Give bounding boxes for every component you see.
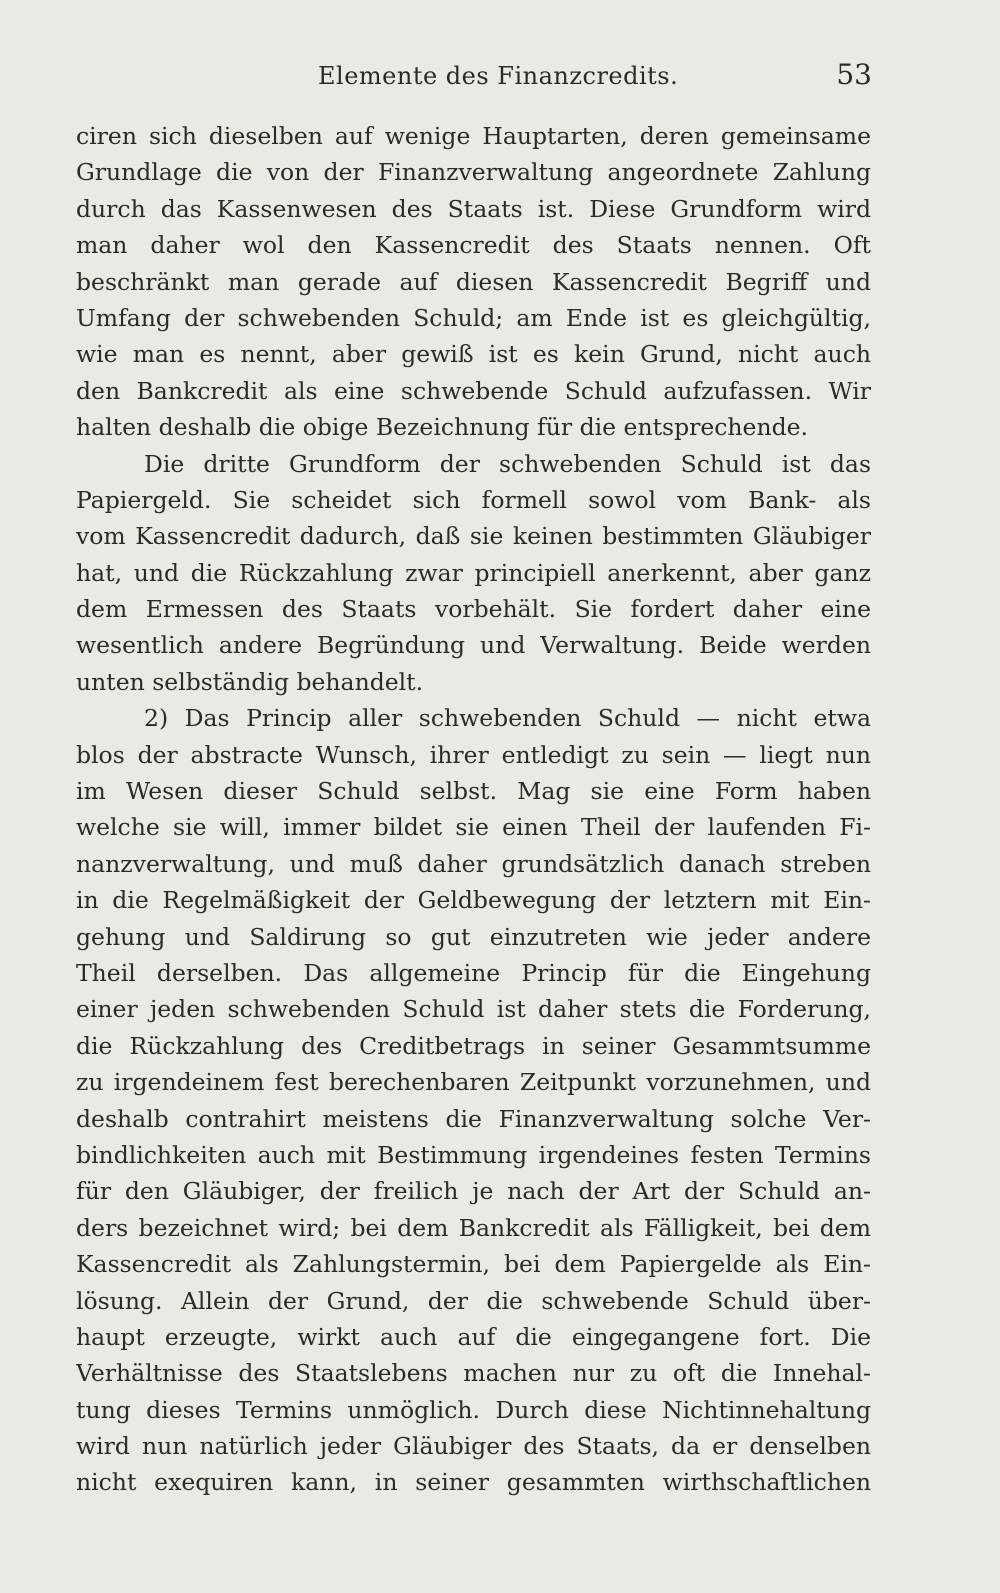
text-line: bindlichkeiten auch mit Bestimmung irgendeines festen Termins bbox=[76, 1140, 871, 1169]
text-line: man daher wol den Kassencredit des Staats nennen. Oft bbox=[76, 231, 871, 260]
text-line: Umfang der schwebenden Schuld; am Ende ist es gleichgültig, bbox=[76, 303, 871, 332]
text-line: unten selbständig behandelt. bbox=[76, 667, 424, 696]
running-head bbox=[0, 58, 1000, 98]
running-head-title: Elemente des Finanzcredits. bbox=[318, 62, 679, 90]
text-line: wesentlich andere Begründung und Verwaltung. Beide werden bbox=[76, 631, 871, 660]
text-line: dem Ermessen des Staats vorbehält. Sie fordert daher eine bbox=[76, 595, 871, 624]
text-line: im Wesen dieser Schuld selbst. Mag sie eine Form haben bbox=[76, 777, 871, 806]
text-line: beschränkt man gerade auf diesen Kassencredit Begriff und bbox=[76, 267, 871, 296]
body-text bbox=[76, 118, 871, 1501]
text-line: vom Kassencredit dadurch, daß sie keinen bestimmten Gläubiger bbox=[76, 522, 871, 551]
text-line: nanzverwaltung, und muß daher grundsätzlich danach streben bbox=[76, 849, 871, 878]
text-line: durch das Kassenwesen des Staats ist. Diese Grundform wird bbox=[76, 194, 871, 223]
text-line: halten deshalb die obige Bezeichnung für die entsprechende. bbox=[76, 413, 809, 442]
text-line: wie man es nennt, aber gewiß ist es kein Grund, nicht auch bbox=[76, 340, 871, 369]
text-line: tung dieses Termins unmöglich. Durch diese Nichtinnehaltung bbox=[76, 1395, 871, 1424]
text-line: für den Gläubiger, der freilich je nach der Art der Schuld an- bbox=[76, 1177, 871, 1206]
text-line: zu irgendeinem fest berechenbaren Zeitpunkt vorzunehmen, und bbox=[76, 1068, 871, 1097]
text-line: blos der abstracte Wunsch, ihrer entledigt zu sein — liegt nun bbox=[76, 740, 871, 769]
text-line: Theil derselben. Das allgemeine Princip für die Eingehung bbox=[76, 958, 871, 987]
text-line: nicht exequiren kann, in seiner gesammten wirthschaftlichen bbox=[76, 1468, 871, 1497]
text-line: haupt erzeugte, wirkt auch auf die eingegangene fort. Die bbox=[76, 1322, 871, 1351]
text-line: deshalb contrahirt meistens die Finanzverwaltung solche Ver- bbox=[76, 1104, 871, 1133]
text-line: Kassencredit als Zahlungstermin, bei dem Papiergelde als Ein- bbox=[76, 1250, 871, 1279]
text-line: Papiergeld. Sie scheidet sich formell sowol vom Bank- als bbox=[76, 485, 871, 514]
text-line: lösung. Allein der Grund, der die schwebende Schuld über- bbox=[76, 1286, 871, 1315]
text-line: 2) Das Princip aller schwebenden Schuld — nicht etwa bbox=[144, 704, 871, 733]
page-number: 53 bbox=[836, 58, 872, 91]
text-line: einer jeden schwebenden Schuld ist daher stets die Forderung, bbox=[76, 995, 871, 1024]
text-line: Verhältnisse des Staatslebens machen nur zu oft die Innehal- bbox=[76, 1359, 871, 1388]
text-line: Die dritte Grundform der schwebenden Schuld ist das bbox=[144, 449, 871, 478]
text-line: wird nun natürlich jeder Gläubiger des Staats, da er denselben bbox=[76, 1432, 871, 1461]
text-line: den Bankcredit als eine schwebende Schuld aufzufassen. Wir bbox=[76, 376, 871, 405]
text-line: in die Regelmäßigkeit der Geldbewegung der letztern mit Ein- bbox=[76, 886, 871, 915]
text-line: gehung und Saldirung so gut einzutreten wie jeder andere bbox=[76, 922, 871, 951]
text-line: ders bezeichnet wird; bei dem Bankcredit als Fälligkeit, bei dem bbox=[76, 1213, 871, 1242]
text-line: hat, und die Rückzahlung zwar principiell anerkennt, aber ganz bbox=[76, 558, 871, 587]
text-line: ciren sich dieselben auf wenige Hauptarten, deren gemeinsame bbox=[76, 122, 871, 150]
text-line: welche sie will, immer bildet sie einen Theil der laufenden Fi- bbox=[76, 813, 871, 842]
text-line: Grundlage die von der Finanzverwaltung angeordnete Zahlung bbox=[76, 158, 871, 187]
text-line: die Rückzahlung des Creditbetrags in seiner Gesammtsumme bbox=[76, 1031, 871, 1060]
